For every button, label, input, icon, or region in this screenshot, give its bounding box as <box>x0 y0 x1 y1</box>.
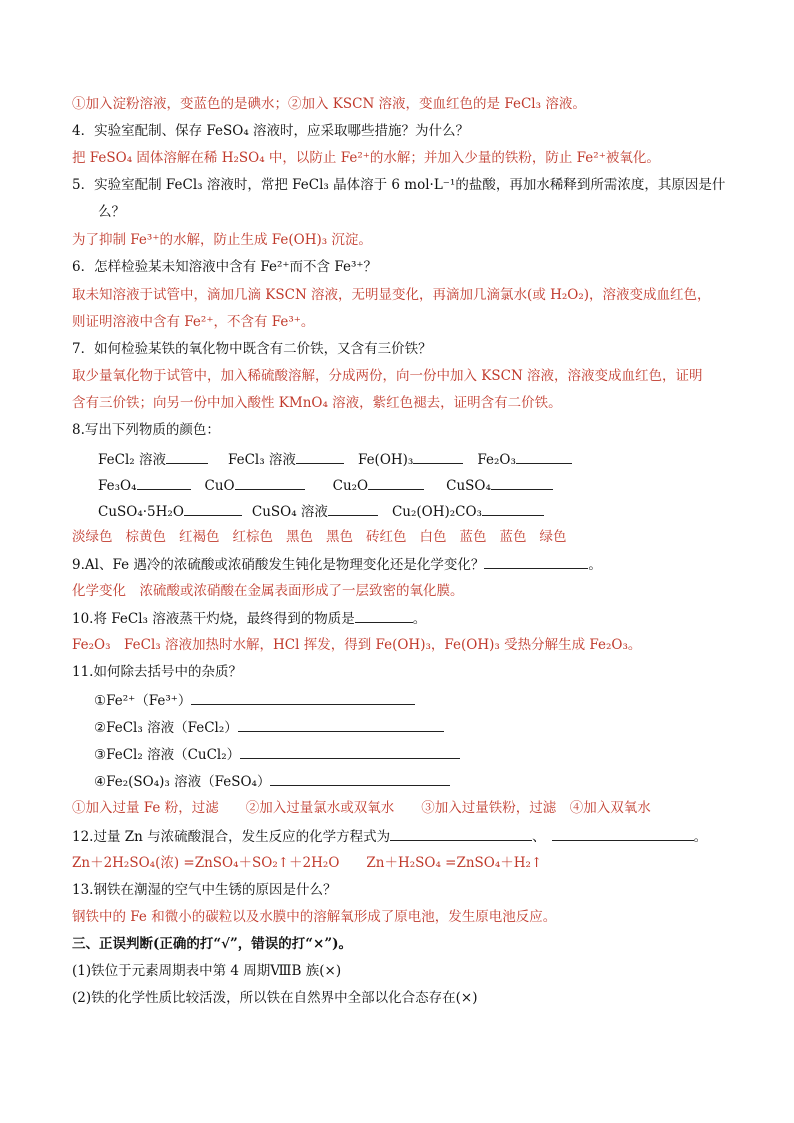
q8-blank[interactable] <box>235 475 305 490</box>
answer-6-line-1: 取未知溶液于试管中，滴加几滴 KSCN 溶液，无明显变化，再滴加几滴氯水(或 H₂O₂)，溶液变成血红色， <box>72 287 711 303</box>
q8-row-1 <box>98 449 572 469</box>
q12-blank[interactable] <box>552 826 694 841</box>
question-6: 6．怎样检验某未知溶液中含有 Fe²⁺而不含 Fe³⁺？ <box>72 259 377 275</box>
q11-item-4: ④Fe₂(SO₄)₃ 溶液（FeSO₄） <box>94 771 450 791</box>
question-5-line-1: 5．实验室配制 FeCl₃ 溶液时，常把 FeCl₃ 晶体溶于 6 mol·L⁻¹的盐酸，再加水稀释到所需浓度，其原因是什 <box>72 177 726 193</box>
judgment-1: (1)铁位于元素周期表中第 4 周期ⅧB 族(×) <box>72 963 342 979</box>
q8-blank[interactable] <box>166 449 208 464</box>
question-4: 4．实验室配制、保存 FeSO₄ 溶液时，应采取哪些措施？为什么？ <box>72 123 470 139</box>
q10-blank[interactable] <box>355 608 413 623</box>
question-13: 13.钢铁在潮湿的空气中生锈的原因是什么？ <box>72 882 337 898</box>
q8-blank[interactable] <box>184 501 242 516</box>
q8-item: CuSO₄ <box>446 478 491 494</box>
q8-row-3 <box>98 501 544 521</box>
q11-blank[interactable] <box>191 690 415 705</box>
q8-item: CuSO₄·5H₂O <box>98 504 184 520</box>
q11-item-2: ②FeCl₃ 溶液（FeCl₂） <box>94 717 444 737</box>
question-11: 11.如何除去括号中的杂质？ <box>72 664 242 680</box>
q8-item: FeCl₃ 溶液 <box>227 452 296 468</box>
color-answer: 蓝色 <box>459 529 487 545</box>
q8-item: FeCl₂ 溶液 <box>98 452 166 468</box>
q8-item: Fe₃O₄ <box>98 478 137 494</box>
q8-item: Cu₂O <box>332 478 369 494</box>
q8-blank[interactable] <box>482 501 544 516</box>
color-answer: 黑色 <box>326 529 353 545</box>
color-answer: 蓝色 <box>499 529 527 545</box>
section-3-heading: 三、正误判断(正确的打“√”，错误的打“×”)。 <box>72 936 353 952</box>
answer-12: Zn＋2H₂SO₄(浓) =ZnSO₄＋SO₂↑＋2H₂O Zn＋H₂SO₄ =ZnSO₄＋H₂↑ <box>72 855 543 871</box>
question-12: 12.过量 Zn 与浓硫酸混合，发生反应的化学方程式为 、 。 <box>72 826 707 846</box>
answer-1: ①加入淀粉溶液，变蓝色的是碘水；②加入 KSCN 溶液，变血红色的是 FeCl₃ 溶液。 <box>72 96 586 112</box>
question-5-line-2: 么？ <box>98 204 125 220</box>
color-answer: 黑色 <box>286 529 313 545</box>
q8-item: Cu₂(OH)₂CO₃ <box>391 504 482 520</box>
q8-item: Fe(OH)₃ <box>357 452 414 468</box>
color-answer: 淡绿色 <box>72 529 113 545</box>
q11-item-3: ③FeCl₂ 溶液（CuCl₂） <box>94 744 460 764</box>
answer-7-line-2: 含有三价铁；向另一份中加入酸性 KMnO₄ 溶液，紫红色褪去，证明含有二价铁。 <box>72 395 562 411</box>
q11-blank[interactable] <box>240 744 460 759</box>
q9-blank[interactable] <box>484 554 588 569</box>
q11-blank[interactable] <box>238 717 444 732</box>
question-9: 9.Al、Fe 遇冷的浓硫酸或浓硝酸发生钝化是物理变化还是化学变化？ 。 <box>72 554 602 574</box>
q8-item: CuO <box>204 478 235 494</box>
q8-row-2 <box>98 475 553 495</box>
q11-blank[interactable] <box>270 771 450 786</box>
color-answer: 红棕色 <box>232 529 273 545</box>
question-10: 10.将 FeCl₃ 溶液蒸干灼烧，最终得到的物质是 。 <box>72 608 426 628</box>
color-answer: 白色 <box>419 529 447 545</box>
q11-item-1: ①Fe²⁺（Fe³⁺） <box>94 690 415 710</box>
q8-blank[interactable] <box>491 475 553 490</box>
q8-blank[interactable] <box>328 501 378 516</box>
answer-4: 把 FeSO₄ 固体溶解在稀 H₂SO₄ 中，以防止 Fe²⁺的水解；并加入少量的铁粉，防止 Fe²⁺被氧化。 <box>72 150 660 166</box>
q8-answers <box>72 527 567 547</box>
q12-blank[interactable] <box>390 826 532 841</box>
answer-13: 钢铁中的 Fe 和微小的碳粒以及水膜中的溶解氧形成了原电池，发生原电池反应。 <box>72 909 557 925</box>
color-answer: 棕黄色 <box>125 529 166 545</box>
judgment-2: (2)铁的化学性质比较活泼，所以铁在自然界中全部以化合态存在(×) <box>72 990 478 1006</box>
color-answer: 绿色 <box>539 529 567 545</box>
answer-7-line-1: 取少量氧化物于试管中，加入稀硫酸溶解，分成两份，向一份中加入 KSCN 溶液，溶液变成血红色，证明 <box>72 368 703 384</box>
q8-blank[interactable] <box>137 475 191 490</box>
answer-6-line-2: 则证明溶液中含有 Fe²⁺，不含有 Fe³⁺。 <box>72 314 315 330</box>
q8-item: CuSO₄ 溶液 <box>251 504 328 520</box>
q8-blank[interactable] <box>516 449 572 464</box>
question-8: 8.写出下列物质的颜色： <box>72 422 220 438</box>
q8-blank[interactable] <box>296 449 344 464</box>
answer-11: ①加入过量 Fe 粉，过滤 ②加入过量氯水或双氧水 ③加入过量铁粉，过滤 ④加入双氧水 <box>72 800 651 816</box>
answer-5: 为了抑制 Fe³⁺的水解，防止生成 Fe(OH)₃ 沉淀。 <box>72 232 372 248</box>
answer-9: 化学变化 浓硫酸或浓硝酸在金属表面形成了一层致密的氧化膜。 <box>72 583 464 599</box>
q8-blank[interactable] <box>413 449 463 464</box>
color-answer: 红褐色 <box>179 529 220 545</box>
color-answer: 砖红色 <box>366 529 407 545</box>
q8-item: Fe₂O₃ <box>477 452 516 468</box>
answer-10: Fe₂O₃ FeCl₃ 溶液加热时水解，HCl 挥发，得到 Fe(OH)₃，Fe(OH)₃ 受热分解生成 Fe₂O₃。 <box>72 637 642 653</box>
q8-blank[interactable] <box>368 475 424 490</box>
question-7: 7．如何检验某铁的氧化物中既含有二价铁，又含有三价铁？ <box>72 341 432 357</box>
